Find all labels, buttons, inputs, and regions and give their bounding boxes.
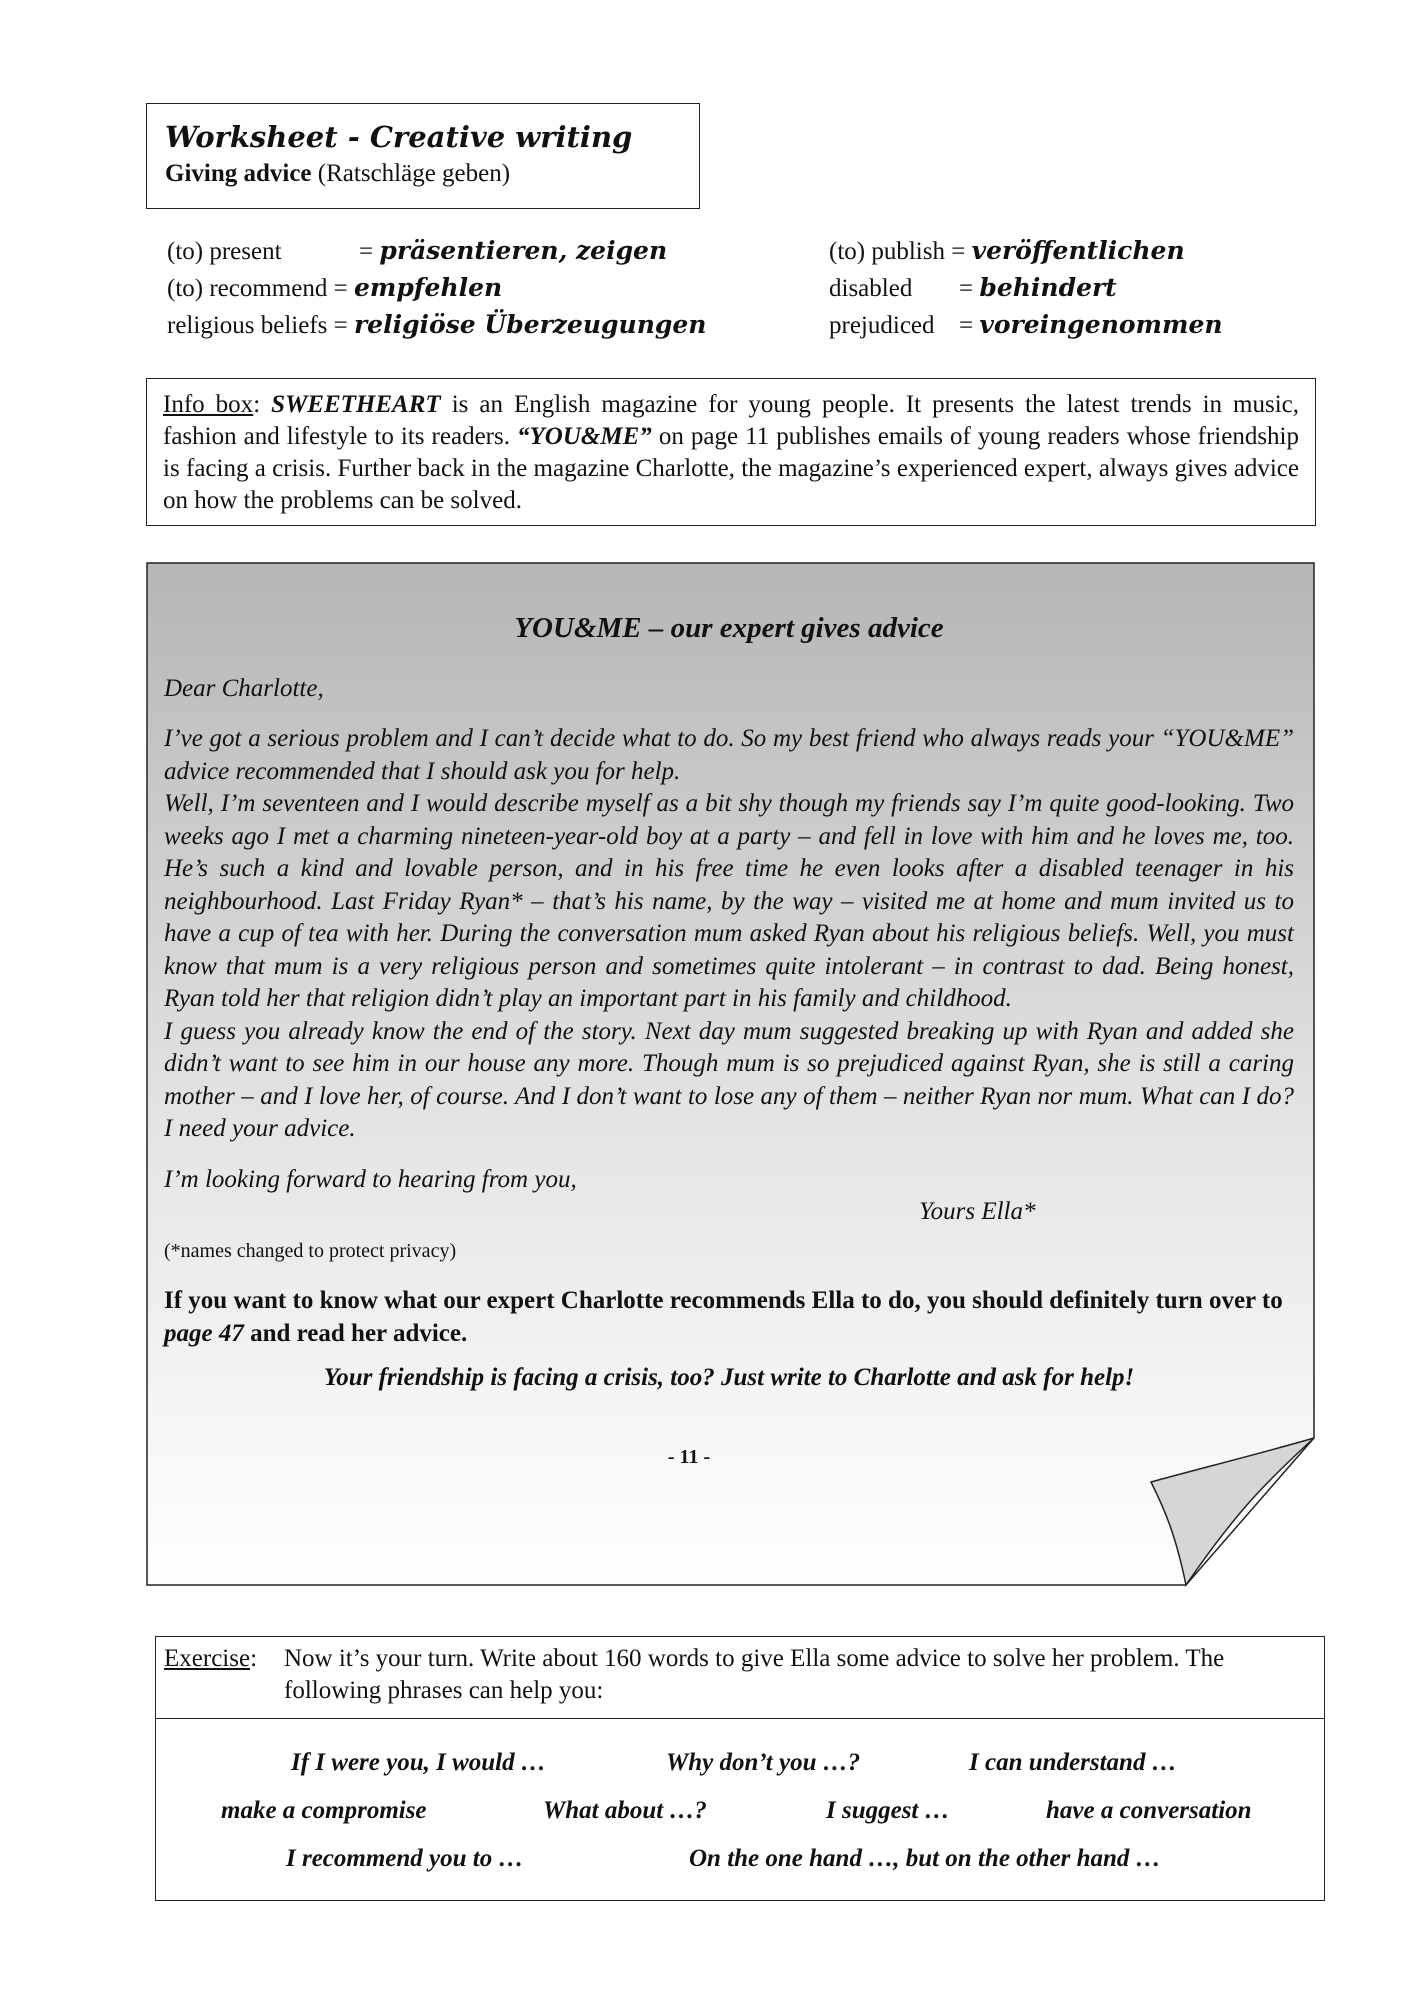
exercise-label: Exercise: [164, 1645, 258, 1672]
phrase: Why don’t you …? [666, 1749, 861, 1776]
page-number: - 11 - [667, 1445, 711, 1468]
vocab-sep: = [959, 312, 974, 339]
vocab-term: prejudiced [829, 312, 935, 339]
info-text-2: on page 11 publishes emails of young readers whose friendship is facing a crisis. Further back in the magazine Charlotte, the magazine’s experienced expert, always gives advice on how the problems can be solved. [163, 423, 1299, 514]
vocab-item [829, 270, 1223, 307]
magazine-page [146, 562, 1316, 1587]
info-box-label: Info box [163, 391, 254, 418]
cta-text [164, 1285, 1294, 1350]
vocab-term: (to) present [167, 238, 282, 265]
vocab-translation: voreingenommen [979, 310, 1223, 339]
vocab-translation: behindert [979, 273, 1117, 302]
vocab-term: religious beliefs [167, 312, 328, 339]
worksheet-title-box [146, 103, 700, 209]
phrase: have a conversation [1046, 1797, 1252, 1824]
vocab-item [167, 307, 706, 344]
phrase: make a compromise [221, 1797, 427, 1824]
vocab-translation: veröffentlichen [971, 236, 1185, 265]
phrase: I can understand … [969, 1749, 1177, 1776]
vocab-item [829, 233, 1223, 270]
letter-signature: Yours Ella* [919, 1198, 1036, 1225]
subtitle-bold: Giving advice [165, 160, 312, 187]
vocab-translation: präsentieren, zeigen [379, 236, 668, 265]
cta-text-pre: If you want to know what our expert Charlotte recommends Ella to do, you should definitely turn over to [164, 1287, 1283, 1314]
letter-paragraph: Well, I’m seventeen and I would describe myself as a bit shy though my friends say I’m quite good-looking. Two weeks ago I met a charming nineteen-year-old boy at a party – and fell in love with him and he loves me, too. He’s such a kind and lovable person, and in his free time he even looks after a disabled teenager in his neighbourhood. Last Friday Ryan* – that’s his name, by the way – visited me at home and mum invited us to have a cup of tea with her. During the conversation mum asked Ryan about his religious beliefs. Well, you must know that mum is a very religious person and sometimes quite intolerant – in contrast to dad. Being honest, Ryan told her that religion didn’t play an important part in his family and childhood. [164, 790, 1294, 1012]
vocab-term: (to) publish [829, 238, 945, 265]
info-box: Info box: SWEETHEART is an English magazine for young people. It presents the latest trends in music, fashion and lifestyle to its readers. “YOU&ME” on page 11 publishes emails of young readers whose friendship is facing a crisis. Further back in the magazine Charlotte, the magazine’s experienced expert, always gives advice on how the problems can be solved. [146, 378, 1316, 526]
phrase-row [156, 1797, 1324, 1845]
cta-crisis: Your friendship is facing a crisis, too? Just write to Charlotte and ask for help! [323, 1364, 1135, 1391]
phrase: I suggest … [826, 1797, 950, 1824]
letter-paragraph: I guess you already know the end of the story. Next day mum suggested breaking up with Ryan and added she didn’t want to see him in our house any more. Though mum is so prejudiced against Ryan, she is still a caring mother – and I love her, of course. And I don’t want to lose any of them – neither Ryan nor mum. What can I do? I need your advice. [164, 1017, 1294, 1142]
letter-closing: I’m looking forward to hearing from you, [164, 1165, 577, 1193]
vocab-item [829, 307, 1223, 344]
column-name: “YOU&ME” [517, 423, 652, 450]
magazine-title: YOU&ME – our expert gives advice [514, 612, 944, 644]
exercise-instructions: Now it’s your turn. Write about 160 words to give Ella some advice to solve her problem. The following phrases can help you: [284, 1645, 1225, 1704]
phrase: On the one hand …, but on the other hand … [689, 1845, 1161, 1872]
vocab-sep: = [333, 312, 348, 339]
worksheet-title: Worksheet - Creative writing [165, 120, 633, 154]
phrase-row [156, 1845, 1324, 1893]
privacy-note: (*names changed to protect privacy) [164, 1239, 457, 1262]
vocab-translation: empfehlen [353, 273, 503, 302]
vocab-item [167, 233, 706, 270]
vocab-item [167, 270, 706, 307]
worksheet-subtitle [165, 160, 681, 188]
vocab-translation: religiöse Überzeugungen [354, 310, 707, 339]
phrase: If I were you, I would … [291, 1749, 546, 1776]
vocab-sep: = [959, 275, 974, 302]
phrase: I recommend you to … [286, 1845, 524, 1872]
vocab-right-column [829, 233, 1223, 344]
phrase-row [156, 1749, 1324, 1797]
vocab-sep: = [951, 238, 966, 265]
subtitle-rest: (Ratschläge geben) [317, 160, 511, 187]
vocab-left-column [167, 233, 706, 344]
vocab-sep: = [333, 275, 348, 302]
exercise-box [155, 1636, 1325, 1901]
phrase-list [156, 1749, 1324, 1893]
vocab-term: disabled [829, 275, 913, 302]
vocab-term: (to) recommend [167, 275, 328, 302]
phrase: What about …? [543, 1797, 707, 1824]
cta-text-post: and read her advice. [243, 1319, 468, 1347]
letter-paragraph: I’ve got a serious problem and I can’t decide what to do. So my best friend who always reads your “YOU&ME” advice recommended that I should ask you for help. [164, 725, 1294, 785]
letter-greeting: Dear Charlotte, [164, 674, 324, 702]
exercise-header [156, 1637, 1324, 1719]
vocab-sep: = [359, 238, 374, 265]
exercise-label-text: Exercise [164, 1645, 251, 1672]
magazine-name: SWEETHEART [271, 391, 441, 418]
letter [164, 612, 1294, 1473]
cta-page-ref: page 47 [164, 1319, 244, 1347]
info-text-1: is an English magazine for young people. It presents the latest trends in music, fashion and lifestyle to its readers. [163, 391, 1300, 450]
